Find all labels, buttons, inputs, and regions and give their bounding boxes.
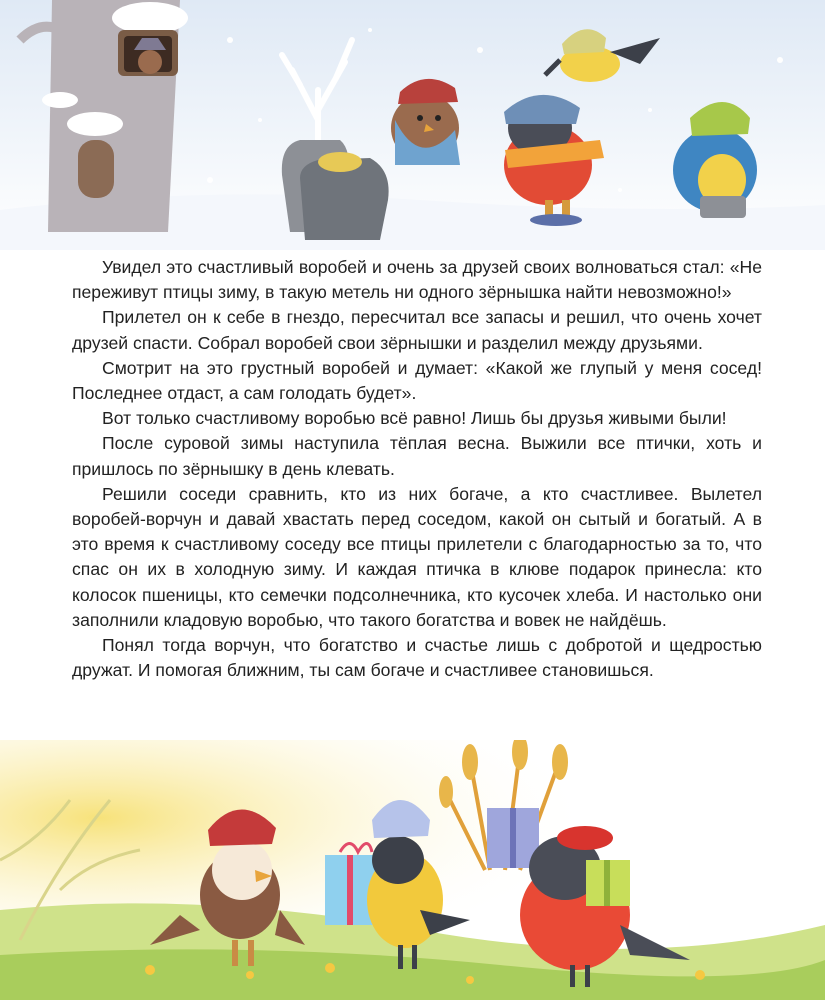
gift-box-green (586, 860, 630, 906)
story-paragraph: Вот только счастливому воробью всё равно! Лишь бы друзья живыми были! (102, 408, 727, 429)
story-paragraph: Понял тогда ворчун, что богатство и счастье лишь с добротой и щедростью дружат. И помогая ближним, ты сам богаче и счастливее становишься. (72, 635, 762, 681)
top-illustration (0, 0, 825, 250)
story-text (72, 255, 762, 683)
bottom-illustration (0, 740, 825, 1000)
story-paragraph: Увидел это счастливый воробей и очень за друзей своих волноваться стал: «Не переживут птицы зиму, в такую метель ни одного зёрнышка найти невозможно!» (72, 257, 762, 303)
story-paragraph: Прилетел он к себе в гнездо, пересчитал все запасы и решил, что очень хочет друзей спасти. Собрал воробей свои зёрнышки и разделил между друзьями. (72, 307, 762, 353)
gift-box-blue (325, 844, 375, 926)
story-paragraph: Решили соседи сравнить, кто из них богаче, а кто счастливее. Вылетел воробей-ворчун и давай хвастать перед соседом, какой он сытый и богатый. А в это время к счастливому соседу все птицы прилетели с благодарностью за то, что спас он их в холодную зиму. И каждая птичка в клюве подарок принесла: кто колосок пшеницы, кто семечки подсолнечника, кто кусочек хлеба. И настолько они заполнили кладовую воробью, что такого богатства и вовек не найдёшь. (72, 483, 762, 630)
sparrow-blue-coat (391, 79, 460, 165)
story-paragraph: После суровой зимы наступила тёплая весна. Выжили все птички, хоть и пришлось по зёрнышку в день клевать. (72, 433, 762, 479)
story-paragraph: Смотрит на это грустный воробей и думает: «Какой же глупый у меня сосед! Последнее отдаст, а сам голодать будет». (72, 357, 762, 404)
